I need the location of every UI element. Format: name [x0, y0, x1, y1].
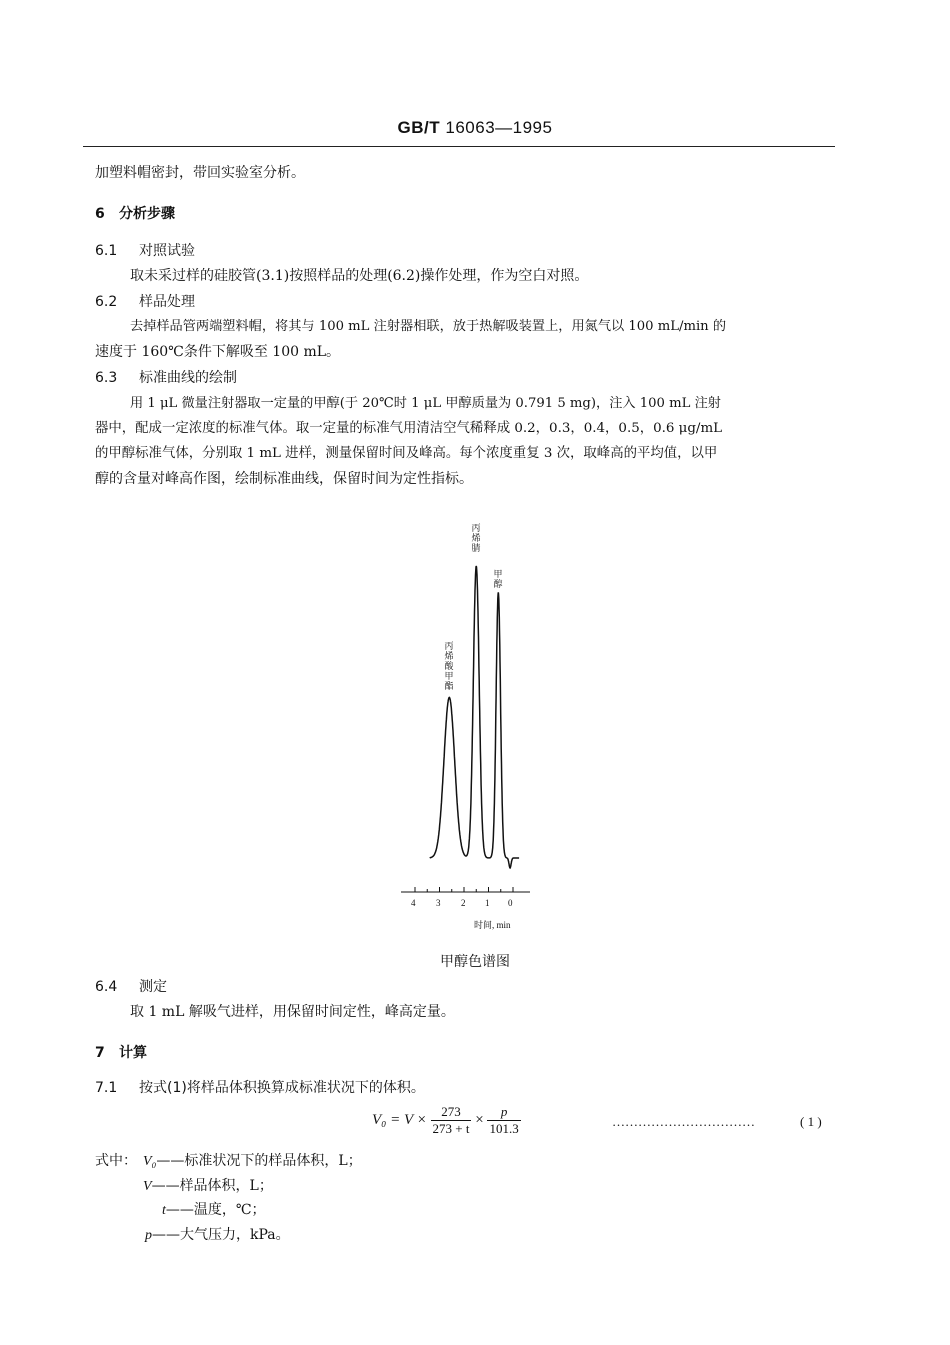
- standard-number: 16063—1995: [445, 118, 553, 137]
- where-description: ——样品体积，L；: [151, 1178, 273, 1194]
- formula-1: [372, 1104, 521, 1137]
- where-symbol: V₀: [143, 1154, 157, 1169]
- subsection-6-3-line4: 醇的含量对峰高作图，绘制标准曲线，保留时间为定性指标。: [95, 471, 473, 487]
- where-symbol: t: [162, 1203, 166, 1218]
- fraction-2-denominator: 101.3: [489, 1121, 519, 1136]
- section-7-title: 计算: [119, 1045, 147, 1061]
- standard-code: GB/T: [397, 118, 441, 137]
- subsection-6-4-number: 6.4: [95, 979, 118, 995]
- subsection-6-3-title: 标准曲线的绘制: [139, 370, 237, 386]
- subsection-6-2-text-line2: 速度于 160℃条件下解吸至 100 mL。: [95, 344, 341, 360]
- where-intro: 式中：: [95, 1153, 137, 1169]
- subsection-6-3-line3: 的甲醇标准气体，分别取 1 mL 进样，测量保留时间及峰高。每个浓度重复 3 次，取峰高的平均值，以甲: [95, 446, 718, 461]
- fraction-1-numerator: 273: [431, 1104, 472, 1121]
- where-description: ——温度，℃；: [165, 1202, 266, 1218]
- subsection-6-3-line1: 用 1 μL 微量注射器取一定量的甲醇(于 20℃时 1 μL 甲醇质量为 0.791 5 mg)，注入 100 mL 注射: [130, 396, 721, 411]
- subsection-7-1-number: 7.1: [95, 1080, 118, 1096]
- tick-label-2: 2: [461, 898, 466, 908]
- formula-fraction-pressure: [487, 1104, 520, 1137]
- formula-leader: ……………………………: [612, 1114, 755, 1129]
- subsection-6-2-text-line1: 去掉样品管两端塑料帽，将其与 100 mL 注射器相联，放于热解吸装置上，用氮气以 100 mL/min 的: [130, 319, 727, 334]
- where-item: [162, 1199, 266, 1222]
- subsection-6-3-number: 6.3: [95, 370, 118, 386]
- where-item: [143, 1175, 273, 1198]
- subsection-6-4-text: 取 1 mL 解吸气进样，用保留时间定性，峰高定量。: [130, 1004, 455, 1020]
- subsection-6-1-title: 对照试验: [139, 243, 195, 259]
- x-axis-label: 时间, min: [474, 920, 511, 930]
- tick-label-1: 1: [485, 898, 490, 908]
- subsection-6-1-number: 6.1: [95, 243, 118, 259]
- subsection-6-3-line2: 器中，配成一定浓度的标准气体。取一定量的标准气用清洁空气稀释成 0.2，0.3，0.4，0.5，0.6 μg/mL: [95, 421, 723, 436]
- formula-lhs: V₀ = V ×: [372, 1111, 427, 1128]
- subsection-6-2-title: 样品处理: [139, 294, 195, 310]
- subsection-6-1-text: 取未采过样的硅胶管(3.1)按照样品的处理(6.2)操作处理，作为空白对照。: [130, 268, 589, 284]
- peak-label-acrylonitrile: 丙烯腈: [471, 524, 481, 554]
- subsection-7-1: [95, 1077, 425, 1097]
- peak-label-methanol: 甲醇: [493, 570, 503, 590]
- section-6-number: 6: [95, 206, 105, 222]
- where-symbol: p: [145, 1228, 152, 1243]
- formula-equation-number: ( 1 ): [800, 1114, 822, 1129]
- where-item: [145, 1224, 290, 1247]
- figure-caption: 甲醇色谱图: [440, 954, 510, 970]
- subsection-7-1-text: 按式(1)将样品体积换算成标准状况下的体积。: [139, 1080, 425, 1096]
- where-symbol: V: [143, 1179, 152, 1194]
- intro-line: 加塑料帽密封，带回实验室分析。: [95, 165, 305, 181]
- section-7-heading: [95, 1042, 147, 1062]
- subsection-6-4-title: 测定: [139, 979, 167, 995]
- where-item: [143, 1150, 362, 1173]
- peak-label-methyl-acrylate: 丙烯酸甲酯: [444, 642, 454, 692]
- formula-fraction-temperature: [431, 1104, 472, 1137]
- where-description: ——标准状况下的样品体积，L；: [156, 1153, 362, 1169]
- subsection-6-4-heading: [95, 976, 167, 996]
- tick-label-3: 3: [436, 898, 441, 908]
- chromatogram-trace: [430, 566, 519, 868]
- time-axis-ticks: [415, 887, 513, 892]
- where-description: ——大气压力，kPa。: [152, 1227, 290, 1243]
- fraction-2-numerator: p: [487, 1104, 520, 1121]
- tick-label-4: 4: [411, 898, 416, 908]
- section-6-title: 分析步骤: [119, 206, 175, 222]
- section-7-number: 7: [95, 1045, 105, 1061]
- formula-times: ×: [475, 1111, 484, 1128]
- tick-label-0: 0: [508, 898, 513, 908]
- fraction-1-denominator: 273 + t: [432, 1121, 470, 1136]
- subsection-6-2-number: 6.2: [95, 294, 118, 310]
